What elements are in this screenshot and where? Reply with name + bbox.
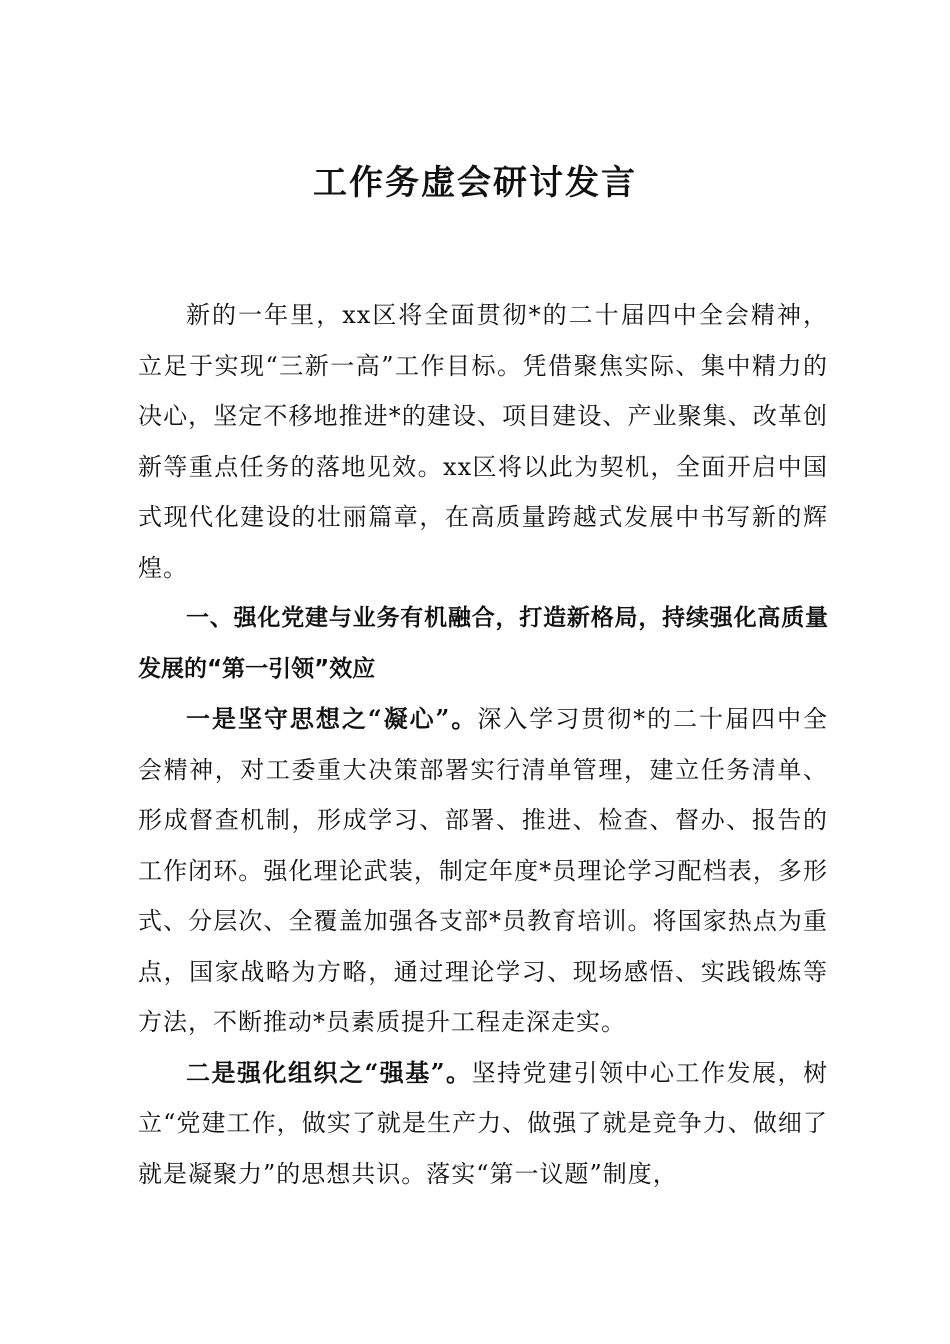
point-paragraph-1 (138, 694, 828, 1048)
paragraph-lead: 一是坚守思想之“凝心”。 (186, 704, 478, 733)
intro-paragraph (138, 290, 828, 593)
document-title: 工作务虚会研讨发言 (313, 163, 637, 203)
paragraph-text: 坚持党建引领中心工作发展，树立“党建工作，做实了就是生产力、做强了就是竞争力、做细了就是凝聚力”的思想共识。落实“第一议题”制度， (138, 1058, 829, 1188)
document-body (138, 290, 828, 1199)
point-paragraph-2 (138, 1048, 828, 1200)
paragraph-text: 深入学习贯彻*的二十届四中全会精神，对工委重大决策部署实行清单管理，建立任务清单、形成督查机制，形成学习、部署、推进、检查、督办、报告的工作闭环。强化理论武装，制定年度*员理论学习配档表，多形式、分层次、全覆盖加强各支部*员教育培训。将国家热点为重点，国家战略为方略，通过理论学习、现场感悟、实践锻炼等方法，不断推动*员素质提升工程走深走实。 (138, 705, 829, 1036)
paragraph-text: 新的一年里，xx区将全面贯彻*的二十届四中全会精神，立足于实现“三新一高”工作目标。凭借聚焦实际、集中精力的决心，坚定不移地推进*的建设、项目建设、产业聚集、改革创新等重点任务的落地见效。xx区将以此为契机，全面开启中国式现代化建设的壮丽篇章，在高质量跨越式发展中书写新的辉煌。 (138, 301, 828, 582)
section-heading-1: 一、强化党建与业务有机融合，打造新格局，持续强化高质量发展的“第一引领”效应 (138, 605, 828, 682)
paragraph-lead: 二是强化组织之“强基”。 (186, 1057, 472, 1087)
